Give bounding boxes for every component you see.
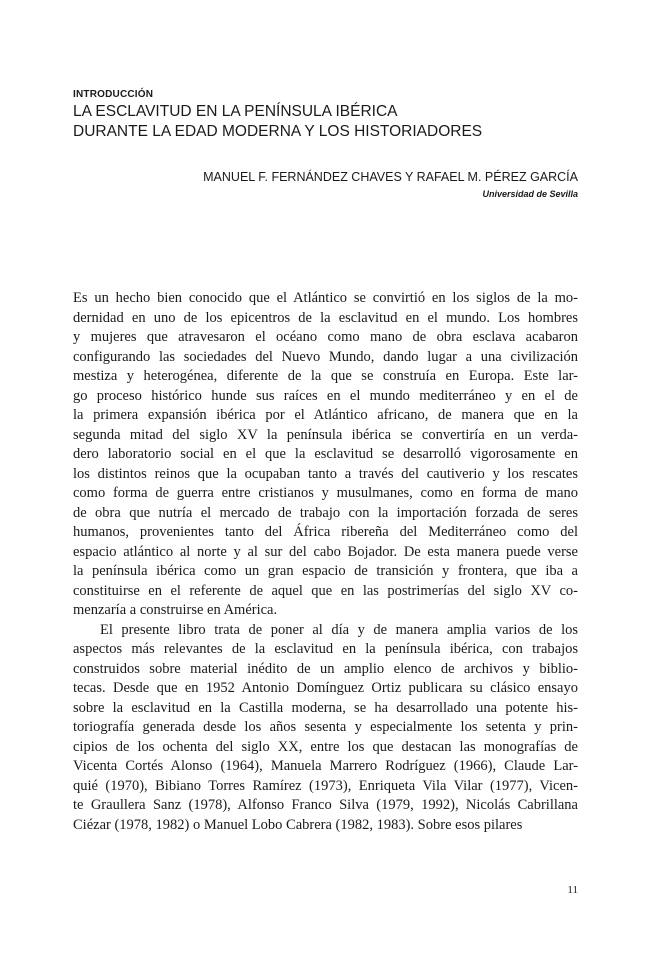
text-line: quié (1970), Bibiano Torres Ramírez (1973), Enriqueta Vila Vilar (1977), Vicen- bbox=[73, 777, 578, 794]
page-number: 11 bbox=[567, 884, 578, 896]
section-label: INTRODUCCIÓN bbox=[73, 89, 154, 100]
text-line: cipios de los ochenta del siglo XX, entre los que destacan las monografías de bbox=[73, 738, 578, 755]
affiliation: Universidad de Sevilla bbox=[482, 189, 578, 199]
text-line: dernidad en uno de los epicentros de la esclavitud en el mundo. Los hombres bbox=[73, 309, 578, 326]
text-line: la primera expansión ibérica por el Atlántico africano, de manera que en la bbox=[73, 407, 578, 423]
text-line: la península ibérica como un gran espacio de transición y frontera, que iba a bbox=[73, 563, 578, 579]
text-line: mestiza y heterogénea, diferente de la que se construía en Europa. Este lar- bbox=[73, 368, 578, 384]
text-line: Vicenta Cortés Alonso (1964), Manuela Marrero Rodríguez (1966), Claude Lar- bbox=[73, 758, 578, 774]
text-line: te Graullera Sanz (1978), Alfonso Franco Silva (1979, 1992), Nicolás Cabrillana bbox=[73, 797, 578, 813]
text-line: segunda mitad del siglo XV la península ibérica se convertiría en un verda- bbox=[73, 426, 578, 443]
body-text bbox=[73, 289, 578, 835]
text-line: Ciézar (1978, 1982) o Manuel Lobo Cabrera (1982, 1983). Sobre esos pilares bbox=[73, 816, 523, 833]
paragraph-2 bbox=[73, 621, 578, 836]
chapter-title-line: DURANTE LA EDAD MODERNA Y LOS HISTORIADORES bbox=[73, 123, 483, 140]
text-line: dero laboratorio social en el que la esclavitud se desarrolló vigorosamente en bbox=[73, 446, 578, 462]
text-line: configurando las sociedades del Nuevo Mundo, dando lugar a una civilización bbox=[73, 348, 578, 365]
text-line: toriografía generada desde los años sesenta y especialmente los setenta y prin- bbox=[73, 719, 578, 735]
chapter-title-line: LA ESCLAVITUD EN LA PENÍNSULA IBÉRICA bbox=[73, 103, 398, 120]
authors: MANUEL F. FERNÁNDEZ CHAVES Y RAFAEL M. PÉREZ GARCÍA bbox=[203, 170, 578, 184]
text-line: como forma de guerra entre cristianos y musulmanes, como en forma de mano bbox=[73, 485, 578, 501]
text-line: sobre la esclavitud en la Castilla moderna, se ha desarrollado una potente his- bbox=[73, 699, 578, 716]
text-line: humanos, provenientes tanto del África ribereña del Mediterráneo como del bbox=[73, 524, 578, 540]
text-line: constituirse en el referente de aquel que en las postrimerías del siglo XV co- bbox=[73, 582, 578, 599]
text-line: tecas. Desde que en 1952 Antonio Domínguez Ortiz publicara su clásico ensayo bbox=[73, 680, 578, 696]
text-line: aspectos más relevantes de la esclavitud en la península ibérica, con trabajos bbox=[73, 641, 578, 657]
text-line: y mujeres que atravesaron el océano como mano de obra esclava acabaron bbox=[73, 329, 578, 345]
text-line: El presente libro trata de poner al día y de manera amplia varios de los bbox=[100, 621, 578, 638]
text-line: de obra que nutría el mercado de trabajo con la importación forzada de seres bbox=[73, 504, 578, 521]
text-line: Es un hecho bien conocido que el Atlántico se convirtió en los siglos de la mo- bbox=[73, 290, 578, 306]
text-line: construidos sobre material inédito de un amplio elenco de archivos y biblio- bbox=[73, 660, 578, 677]
text-line: go proceso histórico hunde sus raíces en el mundo mediterráneo y en el de bbox=[73, 387, 578, 404]
text-line: los distintos reinos que la ocupaban tanto a través del cautiverio y los rescates bbox=[73, 465, 578, 482]
chapter-title bbox=[73, 102, 593, 142]
text-line: espacio atlántico al norte y al sur del cabo Bojador. De esta manera puede verse bbox=[73, 543, 578, 560]
text-line: menzaría a construirse en América. bbox=[73, 602, 278, 618]
paragraph-1 bbox=[73, 289, 578, 621]
